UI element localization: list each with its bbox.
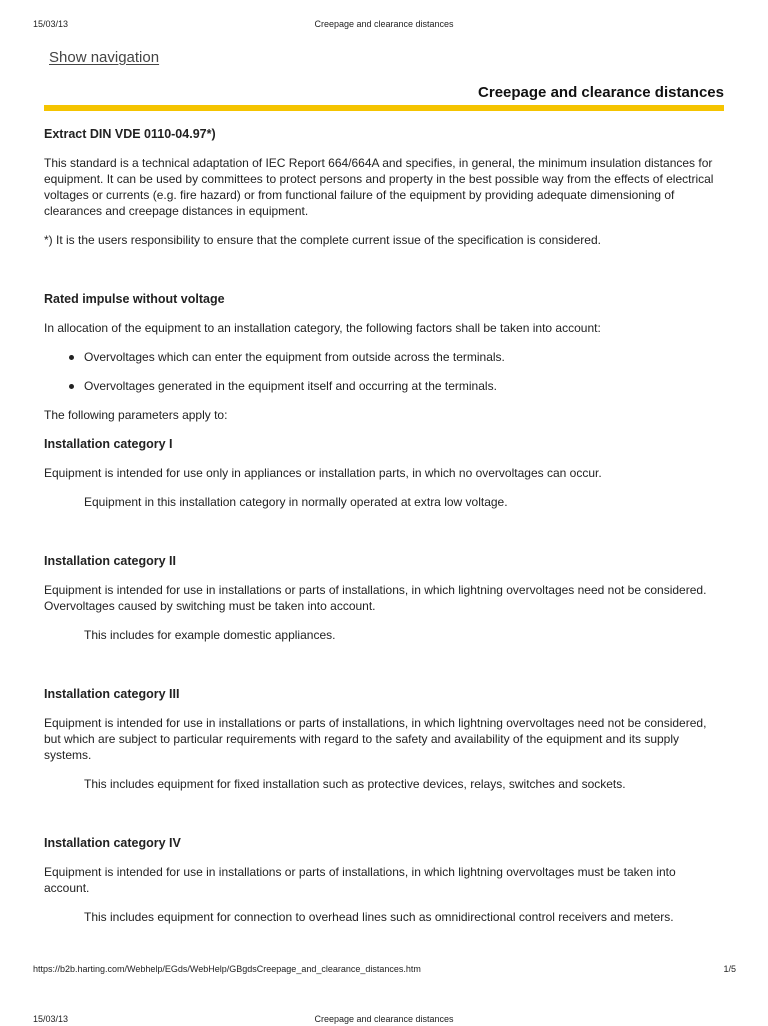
category-text: Equipment is intended for use in installations or parts of installations, in which lightning overvoltages need not be considered, but which are subject to particular requirements with regard to the safety and availability of the equipment and its supply systems.: [44, 716, 707, 762]
category-heading: Installation category IV: [44, 836, 181, 850]
category-heading: Installation category II: [44, 554, 176, 568]
title-rule: [44, 105, 724, 111]
category-note: This includes equipment for fixed installation such as protective devices, relays, switches and sockets.: [84, 777, 626, 791]
allocation-text: In allocation of the equipment to an installation category, the following factors shall be taken into account:: [44, 321, 601, 335]
footnote: *) It is the users responsibility to ensure that the complete current issue of the specification is considered.: [44, 233, 601, 247]
intro-paragraph: This standard is a technical adaptation of IEC Report 664/664A and specifies, in general, the minimum insulation distances for equipment. It can be used by committees to protect persons and property in the best possible way from the effects of electrical voltages or currents (e.g. fire hazard) or from functional failure of the equipment by providing adequate dimensioning of clearances and creepage distances in equipment.: [44, 156, 714, 218]
rated-heading: Rated impulse without voltage: [44, 292, 225, 306]
print-page-number: 1/5: [723, 964, 736, 974]
page-title: Creepage and clearance distances: [478, 84, 724, 101]
print-title: Creepage and clearance distances: [314, 1014, 454, 1024]
category-note: This includes equipment for connection to overhead lines such as omnidirectional control receivers and meters.: [84, 910, 674, 924]
category-text: Equipment is intended for use only in appliances or installation parts, in which no overvoltages can occur.: [44, 466, 602, 480]
category-text: Equipment is intended for use in installations or parts of installations, in which lightning overvoltages need not be considered. Overvoltages caused by switching must be taken into account.: [44, 583, 707, 613]
print-url: https://b2b.harting.com/Webhelp/EGds/WebHelp/GBgdsCreepage_and_clearance_distances.htm: [33, 964, 421, 974]
print-header: [0, 19, 768, 31]
main-content: [44, 126, 724, 925]
category-note: This includes for example domestic appliances.: [84, 628, 336, 642]
print-title: Creepage and clearance distances: [314, 19, 454, 29]
show-navigation-link[interactable]: Show navigation: [49, 49, 160, 66]
list-item: Overvoltages which can enter the equipment from outside across the terminals.: [44, 349, 724, 365]
print-footer: [0, 964, 768, 976]
category-heading: Installation category III: [44, 687, 180, 701]
list-item: Overvoltages generated in the equipment itself and occurring at the terminals.: [44, 378, 724, 394]
extract-heading: Extract DIN VDE 0110-04.97*): [44, 127, 216, 141]
factors-list: [44, 349, 724, 394]
params-text: The following parameters apply to:: [44, 408, 228, 422]
category-text: Equipment is intended for use in installations or parts of installations, in which lightning overvoltages must be taken into account.: [44, 865, 676, 895]
print-header-next-page: [0, 1014, 768, 1026]
category-note: Equipment in this installation category in normally operated at extra low voltage.: [84, 495, 508, 509]
print-date: 15/03/13: [33, 19, 69, 29]
category-heading: Installation category I: [44, 437, 173, 451]
print-date: 15/03/13: [33, 1014, 69, 1024]
